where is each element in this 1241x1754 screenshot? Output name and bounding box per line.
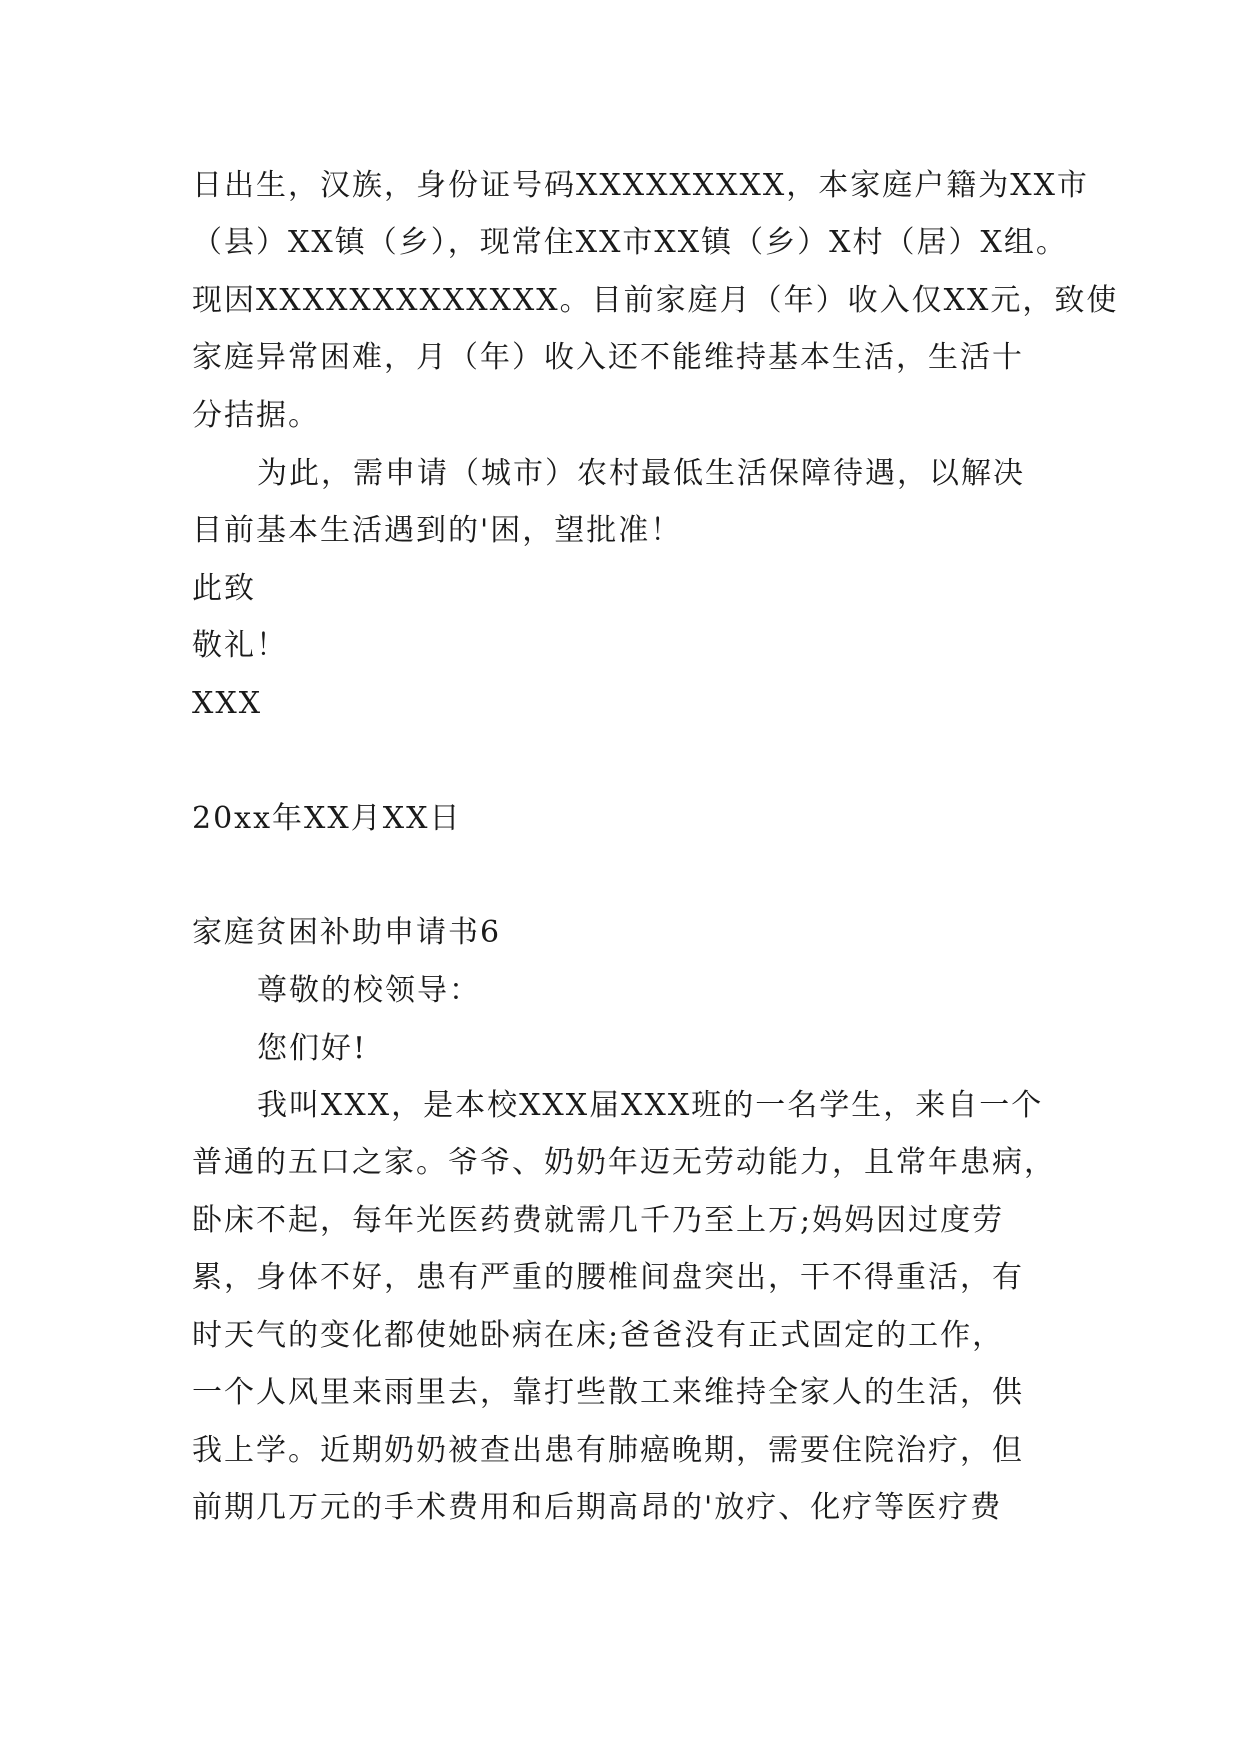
closing-regards: 敬礼！ xyxy=(192,628,288,663)
paragraph-line: 卧床不起，每年光医药费就需几千乃至上万;妈妈因过度劳 xyxy=(192,1203,1005,1238)
signature-date: 20xx年XX月XX日 xyxy=(192,801,462,836)
paragraph-line: 普通的五口之家。爷爷、奶奶年迈无劳动能力，且常年患病， xyxy=(192,1145,1056,1180)
paragraph-line: 家庭异常困难，月（年）收入还不能维持基本生活，生活十 xyxy=(192,340,1024,375)
paragraph-line: 现因XXXXXXXXXXXXX。目前家庭月（年）收入仅XX元，致使 xyxy=(192,283,1119,318)
section-title: 家庭贫困补助申请书6 xyxy=(192,915,502,950)
paragraph-line: 时天气的变化都使她卧病在床;爸爸没有正式固定的工作， xyxy=(192,1318,1005,1353)
paragraph-line: 分拮据。 xyxy=(192,398,320,433)
greeting-line: 尊敬的校领导： xyxy=(257,973,481,1008)
paragraph-line: 我叫XXX，是本校XXX届XXX班的一名学生，来自一个 xyxy=(257,1088,1044,1123)
closing-salutation: 此致 xyxy=(192,571,256,606)
paragraph-line: 日出生，汉族，身份证号码XXXXXXXXX，本家庭户籍为XX市 xyxy=(192,168,1089,203)
paragraph-line: 前期几万元的手术费用和后期高昂的'放疗、化疗等医疗费 xyxy=(192,1490,1003,1525)
paragraph-line: 目前基本生活遇到的'困，望批准！ xyxy=(192,513,683,548)
signature-name: XXX xyxy=(192,686,263,721)
paragraph-line: 一个人风里来雨里去，靠打些散工来维持全家人的生活，供 xyxy=(192,1375,1024,1410)
paragraph-line: 累，身体不好，患有严重的腰椎间盘突出，干不得重活，有 xyxy=(192,1260,1024,1295)
paragraph-line: （县）XX镇（乡），现常住XX市XX镇（乡）X村（居）X组。 xyxy=(192,225,1068,260)
paragraph-line: 为此，需申请（城市）农村最低生活保障待遇，以解决 xyxy=(257,456,1025,491)
paragraph-line: 我上学。近期奶奶被查出患有肺癌晚期，需要住院治疗，但 xyxy=(192,1433,1024,1468)
greeting-line: 您们好! xyxy=(257,1031,368,1066)
